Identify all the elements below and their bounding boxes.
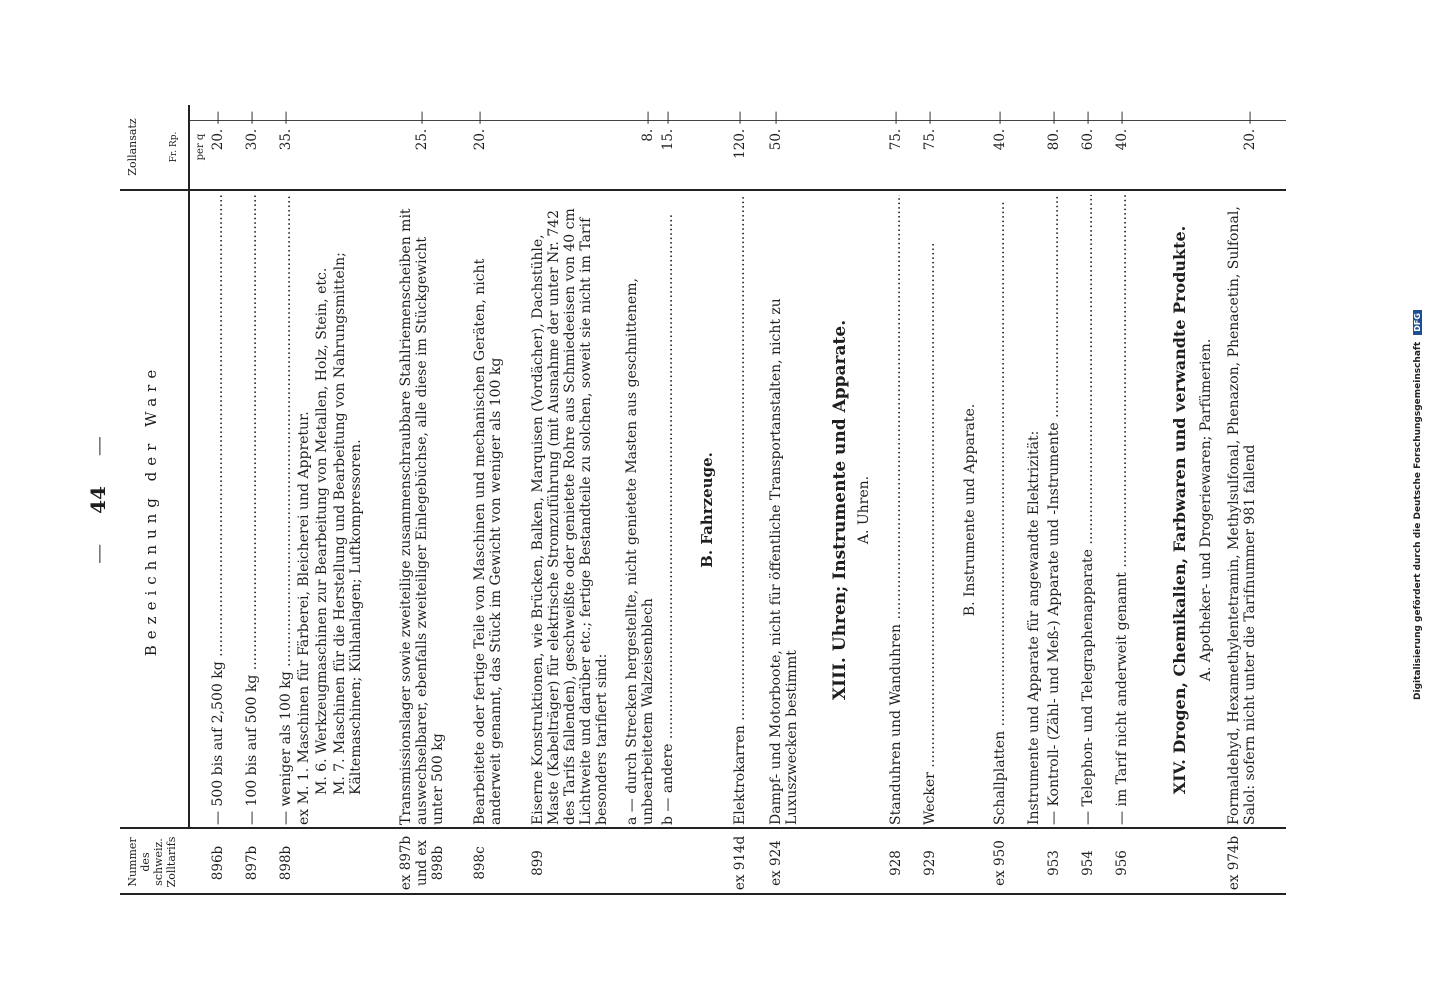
header-rule <box>188 189 190 829</box>
table-col1-rule <box>120 827 1286 829</box>
table-left-rule <box>120 893 1286 895</box>
dfg-logo: DFG <box>1413 310 1422 335</box>
section-xiii: XIII. Uhren; Instrumente und Apparate. <box>830 319 850 701</box>
section-apotheker: A. Apotheker- und Drogeriewaren; Parfümerien. <box>1198 338 1214 682</box>
page-number: 44 <box>86 486 110 514</box>
section-instrumente: B. Instrumente und Apparate. <box>962 403 978 617</box>
header-rate-units: Fr. Rp. <box>169 131 179 163</box>
header-rate: Zollansatz <box>126 118 139 176</box>
per-unit-label: per q <box>195 133 206 161</box>
table-col2-rule <box>120 189 1286 191</box>
header-number: Nummer des schweiz. Zolltarifs <box>126 836 178 888</box>
header-description: Bezeichnung der Ware <box>142 363 160 657</box>
page-number-line: —44— <box>86 436 110 564</box>
digitization-note: Digitalisierung gefördert durch die Deutsche Forschungsgemeinschaft DFG <box>1413 125 1423 885</box>
section-xiv: XIV. Drogen, Chemikalien, Farbwaren und verwandte Produkte. <box>1170 225 1189 795</box>
tariff-table: Nummer des schweiz. Zolltarifs Bezeichnung der Ware Zollansatz Fr. Rp. per q 896b — 500 bis auf 2,500 kg ..... 20. — 897b — 100 bis auf 500 kg ..... 30. — 898b — weniger als 100 kg ..... 35. — ex M. 1. Maschinen für Färberei, Bleicherei und Appretur. M. 6. Werkzeugmaschinen zur Bearbeitung von Metallen, Holz, Stein, etc. M. 7. Maschinen für die Herstellung und Bearbeitung von Nahrungsmitteln; Kältemaschinen; Kühlanlagen; Luftkompressoren. ex 897b und ex 898b Transmissionslager sowie zweiteilige zusammenschraubbare Stahlriemenscheiben mit auswechselbarer, ebenfalls zweiteiliger Einlegebüchse, alle diese im Stückgewicht unter 500 kg 25. — 898c Bearbeitete oder fertige Teile von Maschinen und mechanischen Geräten, nicht anderweit genannt, das Stück im Gewicht von weniger als 100 kg 20. — 899 Eiserne Konstruktionen, wie Brücken, Balken, Marquisen (Vordächer), Dachstühle, Maste (Kabelträger) für elektrische Stromzuführung (mit Ausnahme der unter Nr. 742 des Tarifs fallenden), geschweißte oder genietete Rohre aus Schmiedeeisen von 40 cm Lichtweite und darüber etc.; fertige Bestandteile zu solchen, soweit sie nicht im Tarif besonders tarifiert sind: a — durch Strecken hergestellte, nicht genietete Masten aus geschnittenem, unbearbeitetem Walzeisenblech 8. — b — andere ..... 15. — B. Fahrzeuge. ex 914d Elektrokarren ..... 120. — ex 924 Dampf- und Motorboote, nicht für öffentliche Transportanstalten, nicht zu Luxuszwecken bestimmt 50. — XIII. Uhren; Instrumente und Apparate. A. Uhren. 928 Standuhren und Wanduhren ..... 75. — 929 Wecker ..... 75. — B. Instrumente und Apparate. ex 950 Schallplatten ..... 40. — Instrumente und Apparate für angewandte Elektrizität: 953 — Kontroll- (Zähl- und Meß-) Apparate und -Instrumente ..... 80. — 954 — Telephon- und Telegraphenapparate ..... 60. — 956 — im Tarif nicht anderweit genannt ..... 40. — XIV. Drogen, Chemikalien, Farbwaren und verwandte Produkte. A. Apotheker- und Drogeriewaren; Parfümerien. ex 974b Formaldehyd, Hexamethylentetramin, Methylsulfonal, Phenazon, Phenacetin, Sulfonal, Salol: sofern nicht unter die Tarifnummer 981 fallend 20. — <box>120 105 1286 895</box>
section-fahrzeuge: B. Fahrzeuge. <box>698 452 716 568</box>
section-uhren: A. Uhren. <box>856 475 872 545</box>
header-rule-rate <box>188 105 190 191</box>
